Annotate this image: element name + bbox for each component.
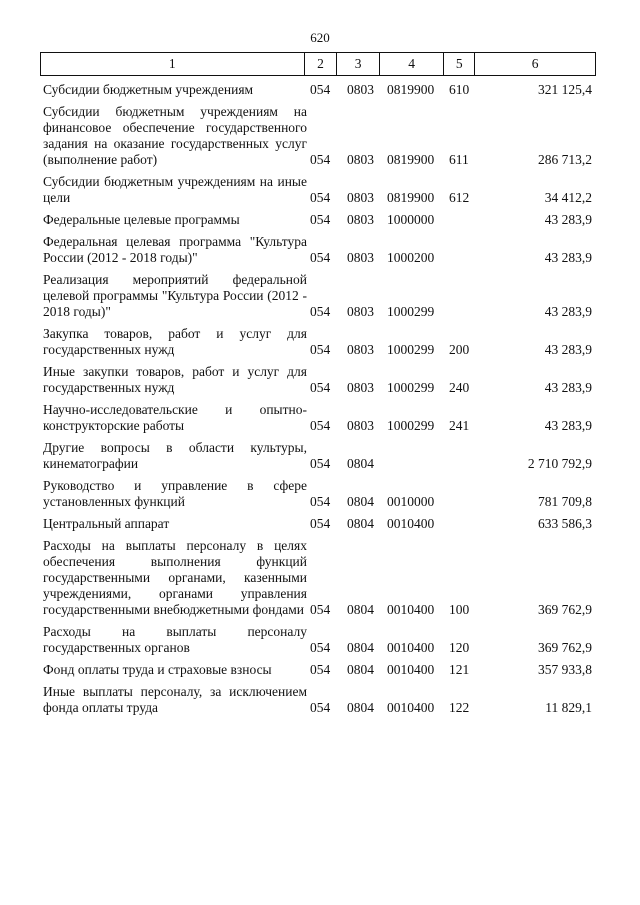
column-header-3: 3 xyxy=(337,53,380,75)
table-row xyxy=(0,272,640,320)
amount-value: 357 933,8 xyxy=(538,662,592,677)
ministry-code: 054 xyxy=(310,700,331,715)
expense-type-code: 612 xyxy=(449,190,470,205)
expense-type-code: 241 xyxy=(449,418,470,433)
item-name: Федеральная целевая программа "Культура России (2012 - 2018 годы)" xyxy=(43,234,307,265)
section-code: 0803 xyxy=(347,82,374,97)
target-article-code: 0010400 xyxy=(387,662,435,677)
expense-type-code: 122 xyxy=(449,700,470,715)
ministry-code: 054 xyxy=(310,456,331,471)
item-name: Иные закупки товаров, работ и услуг для государственных нужд xyxy=(43,364,307,395)
ministry-code: 054 xyxy=(310,380,331,395)
section-code: 0803 xyxy=(347,250,374,265)
ministry-code: 054 xyxy=(310,304,331,319)
item-name: Центральный аппарат xyxy=(43,516,170,531)
target-article-code: 1000299 xyxy=(387,380,435,395)
ministry-code: 054 xyxy=(310,342,331,357)
table-row xyxy=(0,104,640,168)
amount-value: 43 283,9 xyxy=(544,418,592,433)
item-name: Субсидии бюджетным учреждениям на финансовое обеспечение государственного задания на оказание государственных услуг (выполнение работ) xyxy=(43,104,307,167)
target-article-code: 0010400 xyxy=(387,640,435,655)
table-row xyxy=(0,234,640,266)
amount-value: 321 125,4 xyxy=(538,82,592,97)
amount-value: 11 829,1 xyxy=(545,700,592,715)
column-header-row xyxy=(40,52,596,76)
target-article-code: 1000299 xyxy=(387,418,435,433)
item-name: Расходы на выплаты персоналу в целях обеспечения выполнения функций государственными органами, казенными учреждениями, органами управления государственными внебюджетными фондами xyxy=(43,538,307,617)
target-article-code: 0819900 xyxy=(387,152,435,167)
section-code: 0804 xyxy=(347,700,374,715)
target-article-code: 0010000 xyxy=(387,494,435,509)
table-row xyxy=(0,440,640,472)
section-code: 0804 xyxy=(347,662,374,677)
table-row xyxy=(0,174,640,206)
target-article-code: 1000299 xyxy=(387,342,435,357)
table-row xyxy=(0,516,640,532)
budget-table-body xyxy=(0,82,640,722)
item-name: Научно-исследовательские и опытно-конструкторские работы xyxy=(43,402,307,433)
section-code: 0803 xyxy=(347,380,374,395)
target-article-code: 0819900 xyxy=(387,82,435,97)
amount-value: 43 283,9 xyxy=(544,342,592,357)
section-code: 0803 xyxy=(347,342,374,357)
amount-value: 369 762,9 xyxy=(538,640,592,655)
item-name: Субсидии бюджетным учреждениям xyxy=(43,82,254,97)
expense-type-code: 611 xyxy=(449,152,469,167)
column-header-1: 1 xyxy=(41,53,305,75)
ministry-code: 054 xyxy=(310,250,331,265)
ministry-code: 054 xyxy=(310,516,331,531)
target-article-code: 1000200 xyxy=(387,250,435,265)
item-name: Расходы на выплаты персоналу государственных органов xyxy=(43,624,307,655)
table-row xyxy=(0,326,640,358)
section-code: 0803 xyxy=(347,304,374,319)
section-code: 0803 xyxy=(347,152,374,167)
ministry-code: 054 xyxy=(310,662,331,677)
item-name: Федеральные целевые программы xyxy=(43,212,240,227)
expense-type-code: 100 xyxy=(449,602,470,617)
item-name: Фонд оплаты труда и страховые взносы xyxy=(43,662,272,677)
item-name: Другие вопросы в области культуры, кинематографии xyxy=(43,440,307,471)
table-row xyxy=(0,684,640,716)
section-code: 0804 xyxy=(347,640,374,655)
ministry-code: 054 xyxy=(310,190,331,205)
expense-type-code: 121 xyxy=(449,662,470,677)
ministry-code: 054 xyxy=(310,640,331,655)
section-code: 0803 xyxy=(347,212,374,227)
ministry-code: 054 xyxy=(310,602,331,617)
amount-value: 43 283,9 xyxy=(544,304,592,319)
expense-type-code: 240 xyxy=(449,380,470,395)
section-code: 0804 xyxy=(347,456,374,471)
table-row xyxy=(0,538,640,618)
item-name: Иные выплаты персоналу, за исключением фонда оплаты труда xyxy=(43,684,307,715)
expense-type-code: 200 xyxy=(449,342,470,357)
amount-value: 633 586,3 xyxy=(538,516,592,531)
amount-value: 43 283,9 xyxy=(544,380,592,395)
table-row xyxy=(0,624,640,656)
column-header-5: 5 xyxy=(444,53,475,75)
column-header-4: 4 xyxy=(380,53,444,75)
table-row xyxy=(0,82,640,98)
expense-type-code: 120 xyxy=(449,640,470,655)
amount-value: 369 762,9 xyxy=(538,602,592,617)
amount-value: 781 709,8 xyxy=(538,494,592,509)
item-name: Закупка товаров, работ и услуг для государственных нужд xyxy=(43,326,307,357)
table-row xyxy=(0,402,640,434)
expense-type-code: 610 xyxy=(449,82,470,97)
target-article-code: 1000000 xyxy=(387,212,435,227)
amount-value: 43 283,9 xyxy=(544,212,592,227)
table-row xyxy=(0,478,640,510)
table-row xyxy=(0,364,640,396)
amount-value: 34 412,2 xyxy=(544,190,592,205)
column-header-2: 2 xyxy=(305,53,338,75)
amount-value: 286 713,2 xyxy=(538,152,592,167)
section-code: 0803 xyxy=(347,190,374,205)
ministry-code: 054 xyxy=(310,212,331,227)
page-number: 620 xyxy=(310,30,330,45)
section-code: 0804 xyxy=(347,602,374,617)
section-code: 0804 xyxy=(347,494,374,509)
target-article-code: 0010400 xyxy=(387,516,435,531)
table-row xyxy=(0,212,640,228)
ministry-code: 054 xyxy=(310,82,331,97)
ministry-code: 054 xyxy=(310,152,331,167)
ministry-code: 054 xyxy=(310,494,331,509)
target-article-code: 0010400 xyxy=(387,700,435,715)
section-code: 0804 xyxy=(347,516,374,531)
ministry-code: 054 xyxy=(310,418,331,433)
target-article-code: 0819900 xyxy=(387,190,435,205)
amount-value: 2 710 792,9 xyxy=(527,456,592,471)
item-name: Субсидии бюджетным учреждениям на иные цели xyxy=(43,174,307,205)
table-row xyxy=(0,662,640,678)
item-name: Руководство и управление в сфере установленных функций xyxy=(43,478,307,509)
amount-value: 43 283,9 xyxy=(544,250,592,265)
section-code: 0803 xyxy=(347,418,374,433)
item-name: Реализация мероприятий федеральной целевой программы "Культура России (2012 - 2018 годы)" xyxy=(43,272,307,319)
column-header-6: 6 xyxy=(531,56,539,71)
target-article-code: 1000299 xyxy=(387,304,435,319)
target-article-code: 0010400 xyxy=(387,602,435,617)
